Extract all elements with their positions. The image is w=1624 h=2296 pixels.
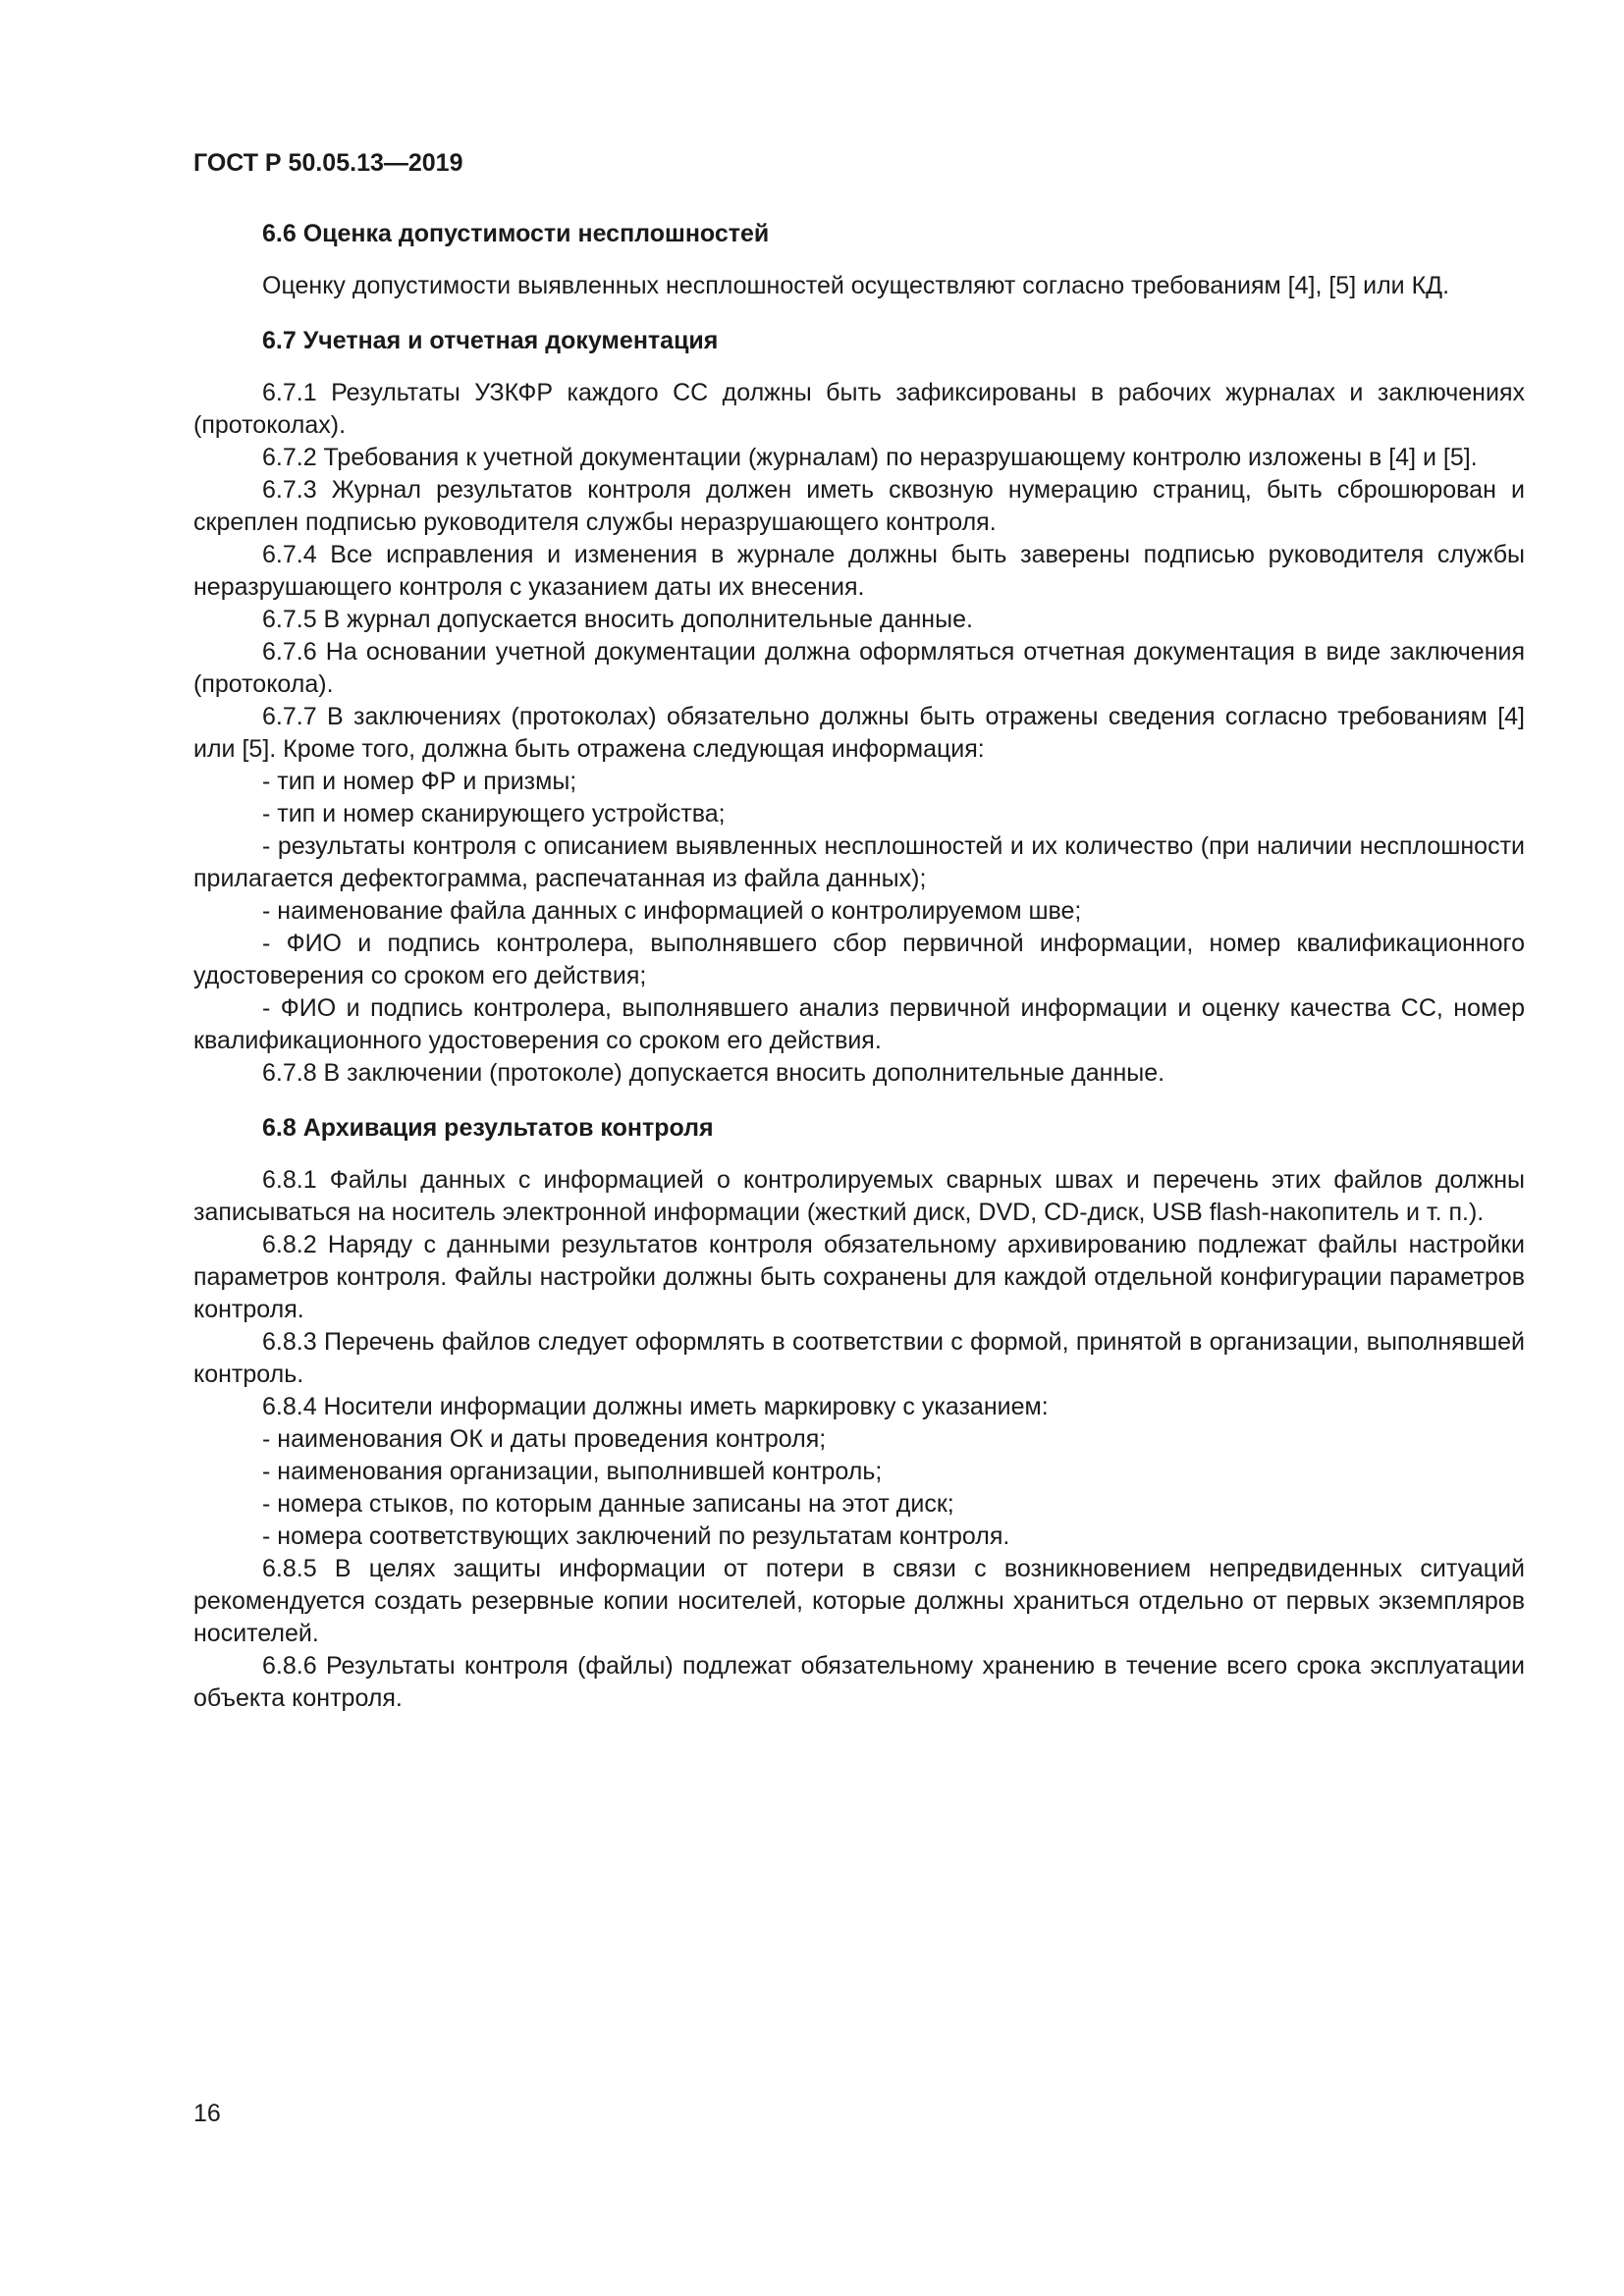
paragraph-6-6: Оценку допустимости выявленных несплошностей осуществляют согласно требованиям [4], [5] или КД.	[262, 272, 1450, 299]
paragraph-6-7-1: 6.7.1 Результаты УЗКФР каждого СС должны быть зафиксированы в рабочих журналах и заключениях (протоколах).	[193, 379, 1525, 439]
paragraph-6-7-2: 6.7.2 Требования к учетной документации (журналам) по неразрушающему контролю изложены в [4] и [5].	[262, 444, 1478, 471]
section-6-7-heading: 6.7 Учетная и отчетная документация	[262, 327, 719, 354]
standard-code-header: ГОСТ Р 50.05.13—2019	[193, 149, 463, 177]
list-item: - ФИО и подпись контролера, выполнявшего анализ первичной информации и оценку качества СС, номер квалификационного удостоверения со сроком его действия.	[193, 994, 1525, 1054]
list-item: - наименования организации, выполнившей контроль;	[262, 1458, 883, 1485]
paragraph-6-7-5: 6.7.5 В журнал допускается вносить дополнительные данные.	[262, 606, 973, 633]
list-item: - результаты контроля с описанием выявленных несплошностей и их количество (при наличии несплошности прилагается дефектограмма, распечатанная из файла данных);	[193, 832, 1525, 892]
paragraph-6-7-4: 6.7.4 Все исправления и изменения в журнале должны быть заверены подписью руководителя службы неразрушающего контроля с указанием даты их внесения.	[193, 541, 1525, 601]
paragraph-6-8-4: 6.8.4 Носители информации должны иметь маркировку с указанием:	[262, 1393, 1049, 1420]
list-item: - наименования ОК и даты проведения контроля;	[262, 1425, 827, 1453]
list-item: - тип и номер сканирующего устройства;	[262, 800, 726, 828]
page-number: 16	[193, 2100, 221, 2127]
paragraph-6-7-8: 6.7.8 В заключении (протоколе) допускается вносить дополнительные данные.	[262, 1059, 1165, 1087]
paragraph-6-8-1: 6.8.1 Файлы данных с информацией о контролируемых сварных швах и перечень этих файлов должны записываться на носитель электронной информации (жесткий диск, DVD, CD-диск, USB flash-накопитель и т. п.).	[193, 1166, 1525, 1226]
paragraph-6-7-7: 6.7.7 В заключениях (протоколах) обязательно должны быть отражены сведения согласно требованиям [4] или [5]. Кроме того, должна быть отражена следующая информация:	[193, 703, 1525, 763]
list-item: - ФИО и подпись контролера, выполнявшего сбор первичной информации, номер квалификационного удостоверения со сроком его действия;	[193, 930, 1525, 989]
paragraph-6-7-3: 6.7.3 Журнал результатов контроля должен иметь сквозную нумерацию страниц, быть сброшюрован и скреплен подписью руководителя службы неразрушающего контроля.	[193, 476, 1525, 536]
paragraph-6-8-5: 6.8.5 В целях защиты информации от потери в связи с возникновением непредвиденных ситуаций рекомендуется создать резервные копии носителей, которые должны храниться отдельно от первых экземпляров носителей.	[193, 1555, 1525, 1647]
list-item: - тип и номер ФР и призмы;	[262, 768, 577, 795]
paragraph-6-8-3: 6.8.3 Перечень файлов следует оформлять в соответствии с формой, принятой в организации, выполнявшей контроль.	[193, 1328, 1525, 1388]
paragraph-6-8-2: 6.8.2 Наряду с данными результатов контроля обязательному архивированию подлежат файлы настройки параметров контроля. Файлы настройки должны быть сохранены для каждой отдельной конфигурации параметров контроля.	[193, 1231, 1525, 1323]
page-content	[193, 218, 1525, 1715]
paragraph-6-7-6: 6.7.6 На основании учетной документации должна оформляться отчетная документация в виде заключения (протокола).	[193, 638, 1525, 698]
section-6-6-heading: 6.6 Оценка допустимости несплошностей	[262, 220, 770, 247]
list-item: - номера соответствующих заключений по результатам контроля.	[262, 1522, 1010, 1550]
section-6-8-heading: 6.8 Архивация результатов контроля	[262, 1114, 714, 1142]
list-item: - номера стыков, по которым данные записаны на этот диск;	[262, 1490, 954, 1518]
paragraph-6-8-6: 6.8.6 Результаты контроля (файлы) подлежат обязательному хранению в течение всего срока эксплуатации объекта контроля.	[193, 1652, 1525, 1712]
list-item: - наименование файла данных с информацией о контролируемом шве;	[262, 897, 1082, 925]
